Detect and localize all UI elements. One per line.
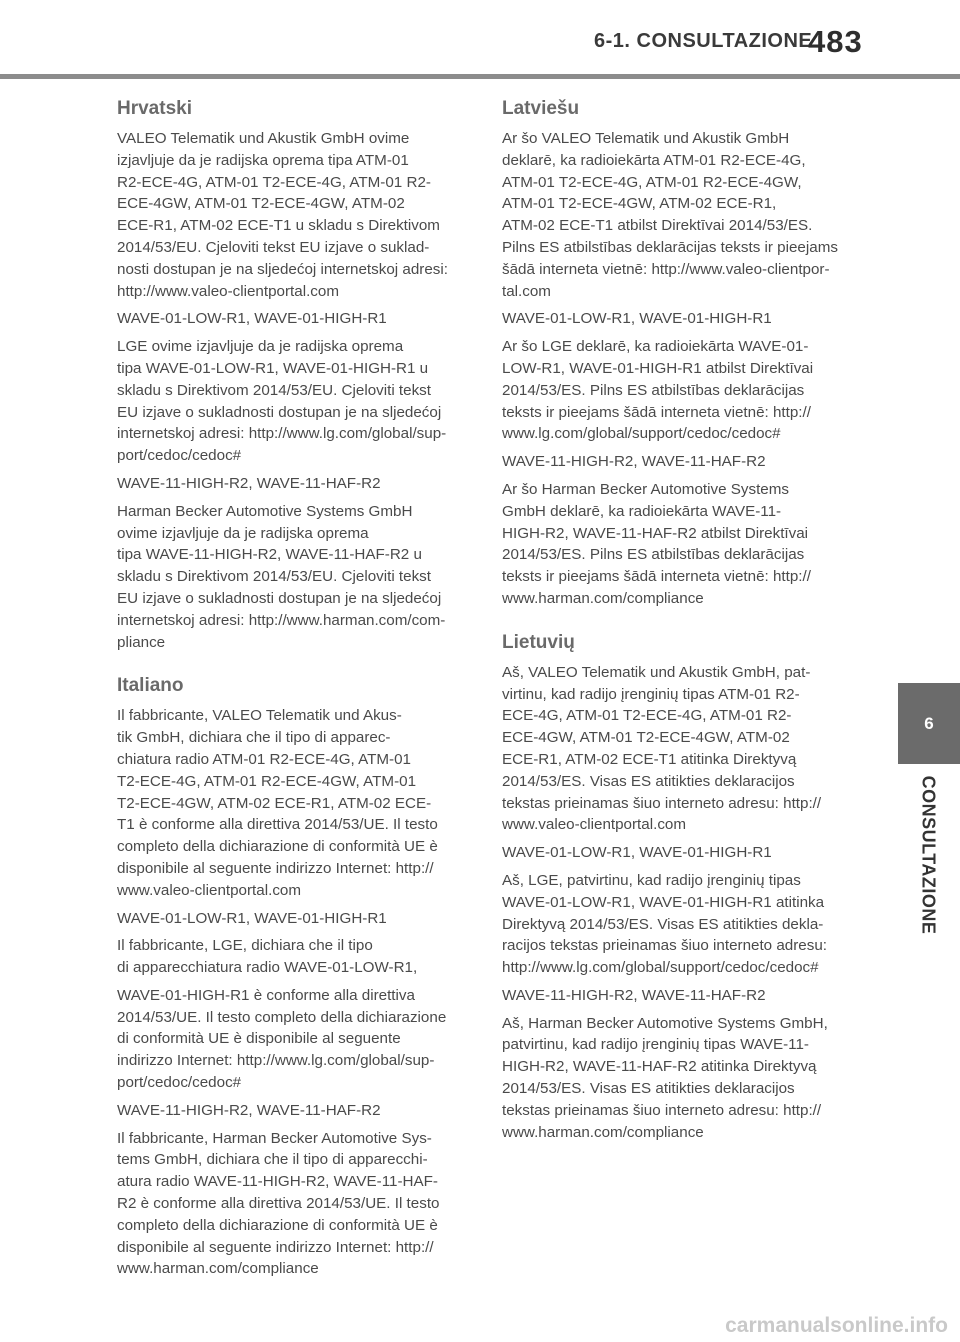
paragraph: VALEO Telematik und Akustik GmbH ovime izjavljuje da je radijska oprema tipa ATM-01 R2-ECE-4G, ATM-01 T2-ECE-4G, ATM-01 R2- ECE-4GW, ATM-01 T2-ECE-4GW, ATM-02 ECE-R1, ATM-02 ECE-T1 u skladu s Direktivom 2014/53/EU. Cjeloviti tekst EU izjave o suklad- nosti dostupan je na sljedećoj internetskoj adresi: http://www.valeo-clientportal.com [117, 130, 448, 300]
paragraph: Aš, Harman Becker Automotive Systems GmbH, patvirtinu, kad radijo įrenginių tipas WAVE-11- HIGH-R2, WAVE-11-HAF-R2 atitinka Direktyvą 2014/53/ES. Visas ES atitikties deklaracijos tekstas prieinamas šiuo interneto adresu: http:// www.harman.com/compliance [502, 1014, 828, 1141]
paragraph: Il fabbricante, Harman Becker Automotive Sys- tems GmbH, dichiara che il tipo di apparecchi- atura radio WAVE-11-HIGH-R2, WAVE-11-HAF- R2 è conforme alla direttiva 2014/53/UE. Il testo completo della dichiarazione di conformità UE è disponibile al seguente indirizzo Internet: http:// www.harman.com/compliance [117, 1129, 440, 1278]
section-latviesu [502, 96, 854, 610]
header-divider [0, 74, 960, 79]
section-italiano [117, 673, 469, 1280]
paragraph: Il fabbricante, LGE, dichiara che il tipo di apparecchiatura radio WAVE-01-LOW-R1, [117, 937, 418, 977]
paragraph: Aš, VALEO Telematik und Akustik GmbH, pat- virtinu, kad radijo įrenginių tipas ATM-01 R2- ECE-4G, ATM-01 T2-ECE-4G, ATM-01 R2- ECE-4GW, ATM-01 T2-ECE-4GW, ATM-02 ECE-R1, ATM-02 ECE-T1 atitinka Direktyvą 2014/53/ES. Visas ES atitikties deklaracijos tekstas prieinamas šiuo interneto adresu: http:// www.valeo-clientportal.com [502, 663, 822, 834]
chapter-number: 6 [924, 713, 934, 733]
paragraph: Aš, LGE, patvirtinu, kad radijo įrenginių tipas WAVE-01-LOW-R1, WAVE-01-HIGH-R1 atitinka Direktyvą 2014/53/ES. Visas ES atitikties dekla- racijos tekstas prieinamas šiuo interneto adresu: http://www.lg.com/global/support/cedoc/cedoc# [502, 871, 828, 977]
paragraph: WAVE-01-LOW-R1, WAVE-01-HIGH-R1 [502, 310, 772, 328]
right-column [502, 96, 854, 1163]
paragraph: LGE ovime izjavljuje da je radijska oprema tipa WAVE-01-LOW-R1, WAVE-01-HIGH-R1 u skladu s Direktivom 2014/53/EU. Cjeloviti tekst EU izjave o sukladnosti dostupan je na sljedećoj internetskoj adresi: http://www.lg.com/global/sup- port/cedoc/cedoc# [117, 338, 447, 465]
section-heading: Lietuvių [502, 631, 575, 653]
paragraph: WAVE-01-LOW-R1, WAVE-01-HIGH-R1 [117, 909, 387, 927]
section-title: 6-1. CONSULTAZIONE [594, 30, 813, 52]
paragraph: WAVE-01-LOW-R1, WAVE-01-HIGH-R1 [117, 310, 387, 328]
section-lietuviu [502, 630, 854, 1144]
paragraph: WAVE-01-LOW-R1, WAVE-01-HIGH-R1 [502, 844, 772, 862]
paragraph: Ar šo Harman Becker Automotive Systems GmbH deklarē, ka radioiekārta WAVE-11- HIGH-R2, WAVE-11-HAF-R2 atbilst Direktīvai 2014/53/ES. Pilns ES atbilstības deklarācijas teksts ir pieejams šādā interneta vietnē: http:// www.harman.com/compliance [502, 480, 811, 607]
section-heading: Hrvatski [117, 98, 192, 119]
page-number: 483 [808, 24, 863, 59]
paragraph: WAVE-11-HIGH-R2, WAVE-11-HAF-R2 [117, 474, 381, 492]
paragraph: Ar šo LGE deklarē, ka radioiekārta WAVE-01- LOW-R1, WAVE-01-HIGH-R1 atbilst Direktīvai 2014/53/ES. Pilns ES atbilstības deklarācijas teksts ir pieejams šādā interneta vietnē: http:// www.lg.com/global/support/cedoc/cedoc# [502, 338, 814, 443]
left-column [117, 96, 469, 1300]
paragraph: Harman Becker Automotive Systems GmbH ovime izjavljuje da je radijska oprema tipa WAVE-11-HIGH-R2, WAVE-11-HAF-R2 u skladu s Direktivom 2014/53/EU. Cjeloviti tekst EU izjave o sukladnosti dostupan je na sljedećoj internetskoj adresi: http://www.harman.com/com- pliance [117, 502, 446, 651]
watermark: carmanualsonline.info [725, 1314, 948, 1337]
paragraph: WAVE-11-HIGH-R2, WAVE-11-HAF-R2 [502, 986, 766, 1004]
paragraph: WAVE-01-HIGH-R1 è conforme alla direttiva 2014/53/UE. Il testo completo della dichiarazione di conformità UE è disponibile al seguente indirizzo Internet: http://www.lg.com/global/sup- port/cedoc/cedoc# [117, 986, 447, 1092]
paragraph: WAVE-11-HIGH-R2, WAVE-11-HAF-R2 [502, 453, 766, 471]
section-heading: Latviešu [502, 98, 580, 119]
section-hrvatski [117, 96, 469, 653]
paragraph: Ar šo VALEO Telematik und Akustik GmbH deklarē, ka radioiekārta ATM-01 R2-ECE-4G, ATM-01 T2-ECE-4G, ATM-01 R2-ECE-4GW, ATM-01 T2-ECE-4GW, ATM-02 ECE-R1, ATM-02 ECE-T1 atbilst Direktīvai 2014/53/ES. Pilns ES atbilstības deklarācijas teksts ir pieejams šādā interneta vietnē: http://www.valeo-clientpor- tal.com [502, 130, 838, 300]
paragraph: WAVE-11-HIGH-R2, WAVE-11-HAF-R2 [117, 1101, 381, 1119]
chapter-side-label: CONSULTAZIONE [918, 775, 939, 935]
chapter-tab [898, 683, 960, 764]
section-heading: Italiano [117, 675, 184, 697]
paragraph: Il fabbricante, VALEO Telematik und Akus- tik GmbH, dichiara che il tipo di apparec- chiatura radio ATM-01 R2-ECE-4G, ATM-01 T2-ECE-4G, ATM-01 R2-ECE-4GW, ATM-01 T2-ECE-4GW, ATM-02 ECE-R1, ATM-02 ECE- T1 è conforme alla direttiva 2014/53/UE. Il testo completo della dichiarazione di conformità UE è disponibile al seguente indirizzo Internet: http:// www.valeo-clientportal.com [117, 707, 438, 899]
